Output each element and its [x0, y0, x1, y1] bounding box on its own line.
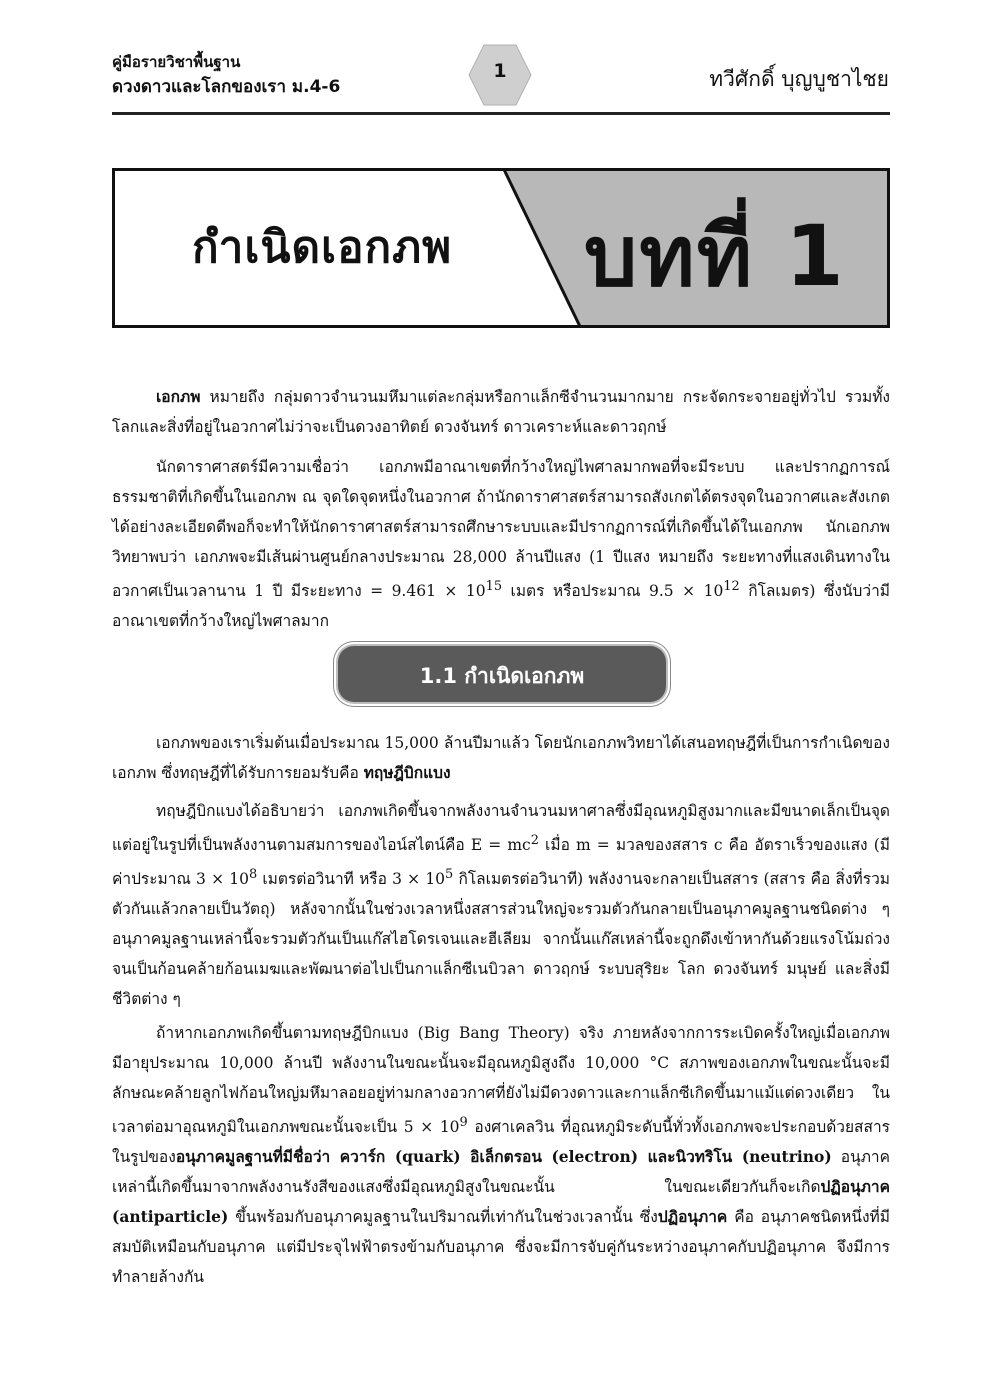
text-run: อนุภาคเหล่านี้เกิดขึ้นมาจากพลังงานรังสีของแสงซึ่งมีอุณหภูมิสูงในขณะนั้น ในขณะเดียวกันก็จะเกิด [112, 1148, 891, 1197]
book-subject-line: คู่มือรายวิชาพื้นฐาน [112, 53, 241, 71]
chapter-number: บทที่ 1 [584, 207, 846, 305]
definition-text: หมายถึง กลุ่มดาวจำนวนมหึมาแต่ละกลุ่มหรือกาแล็กซีจำนวนมากมาย กระจัดกระจายอยู่ทั่วไป รวมทั้งโลกและสิ่งที่อยู่ในอวกาศไม่ว่าจะเป็นดวงอาทิตย์ ดวงจันทร์ ดาวเคราะห์และดาวฤกษ์ [112, 388, 890, 436]
exponent: 2 [530, 833, 539, 848]
exponent: 8 [248, 867, 258, 883]
text-run: เมตร หรือประมาณ 9.5 × 10 [502, 582, 724, 601]
text-run: เมตรต่อวินาที หรือ 3 × 10 [257, 870, 446, 889]
chapter-title: กำเนิดเอกภพ [192, 222, 453, 273]
paragraph-early-universe [112, 1018, 890, 1292]
section-heading-text: 1.1 กำเนิดเอกภพ [419, 664, 585, 688]
paragraph-origin [112, 728, 890, 788]
particle-names: อนุภาคมูลฐานที่มีชื่อว่า ควาร์ก (quark) อิเล็กตรอน (electron) และนิวทริโน (neutrino) [175, 1147, 832, 1167]
antiparticle-term: ปฏิอนุภาค (antiparticle) [112, 1177, 890, 1227]
theory-name: ทฤษฎีบิกแบง [363, 763, 451, 782]
text-run: ขึ้นพร้อมกับอนุภาคมูลฐานในปริมาณที่เท่ากันในช่วงเวลานั้น ซึ่ง [228, 1208, 658, 1227]
text-run: นักดาราศาสตร์มีความเชื่อว่า เอกภพมีอาณาเขตที่กว้างใหญ่ไพศาลมากพอที่จะมีระบบ และปรากฏการณ์ธรรมชาติที่เกิดขึ้นในเอกภพ ณ จุดใดจุดหนึ่งในอวกาศ ถ้านักดาราศาสตร์สามารถสังเกตได้ตรงจุดในอวกาศและสังเกตได้อย่างละเอียดดีพอก็จะทำให้นักดาราศาสตร์สามารถศึกษาระบบและมีปรากฏการณ์ที่เกิดขึ้นได้ในเอกภพ นักเอกภพวิทยาพบว่า เอกภพจะมีเส้นผ่านศูนย์กลางประมาณ 28,000 ล้านปีแสง (1 ปีแสง หมายถึง ระยะทางที่แสงเดินทางในอวกาศเป็นเวลานาน 1 ปี มีระยะทาง = 9.461 × 10 [112, 458, 890, 601]
author-name: ทวีศักดิ์ บุญบูชาไชย [709, 67, 889, 91]
exponent: 12 [723, 579, 740, 594]
paragraph-big-bang [112, 796, 890, 1014]
exponent: 15 [485, 579, 503, 594]
text-run: องศาเคลวิน ที่อุณหภูมิระดับนี้ทั่วทั้งเอกภพจะประกอบด้วยสสารในรูปของ [112, 1118, 890, 1167]
text-run: กิโลเมตรต่อวินาที) พลังงานจะกลายเป็นสสาร (สสาร คือ สิ่งที่รวมตัวกันแล้วกลายเป็นวัตถุ) หลังจากนั้นในช่วงเวลาหนึ่งสสารส่วนใหญ่จะรวมตัวกันกลายเป็นอนุภาคมูลฐานชนิดต่าง ๆอนุภาคมูลฐานเหล่านี้จะรวมตัวกันเป็นแก๊สไฮโดรเจนและฮีเลียม จากนั้นแก๊สเหล่านี้จะถูกดึงเข้าหากันด้วยแรงโน้มถ่วงจนเป็นก้อนคล้ายก้อนเมฆและพัฒนาต่อไปเป็นกาแล็กซีเนบิวลา ดาวฤกษ์ ระบบสุริยะ โลก ดวงจันทร์ มนุษย์ และสิ่งมีชีวิตต่าง ๆ [112, 870, 891, 1009]
exponent: 5 [445, 867, 454, 883]
text-run: เอกภพของเราเริ่มต้นเมื่อประมาณ 15,000 ล้านปีมาแล้ว โดยนักเอกภพวิทยาได้เสนอทฤษฎีที่เป็นการกำเนิดของเอกภพ ซึ่งทฤษฎีที่ได้รับการยอมรับคือ [112, 734, 890, 782]
book-title-block [112, 50, 340, 100]
page-number: 1 [493, 60, 507, 82]
book-title-line: ดวงดาวและโลกของเรา ม.4-6 [112, 77, 341, 97]
text-run: กิโลเมตร) ซึ่งนับว่ามีอาณาเขตที่กว้างใหญ่ไพศาลมาก [112, 582, 891, 631]
text-run: ทฤษฎีบิกแบงได้อธิบายว่า เอกภพเกิดขึ้นจากพลังงานจำนวนมหาศาลซึ่งมีอุณหภูมิสูงมากและมีขนาดเล็กเป็นจุด แต่อยู่ในรูปที่เป็นพลังงานตามสมการของไอน์สไตน์คือ E = mc [112, 802, 890, 855]
paragraph-definition [112, 382, 890, 442]
page-number-badge [468, 44, 532, 106]
defined-term: เอกภพ [156, 387, 201, 406]
text-run: เมื่อ m = มวลของสสาร c คือ อัตราเร็วของแสง (มีค่าประมาณ 3 × 10 [112, 836, 890, 889]
section-heading [338, 646, 666, 702]
header-divider [112, 112, 890, 115]
chapter-banner [112, 168, 890, 328]
antiparticle-term: ปฏิอนุภาค [657, 1207, 728, 1227]
text-run: ถ้าหากเอกภพเกิดขึ้นตามทฤษฎีบิกแบง (Big Bang Theory) จริง ภายหลังจากการระเบิดครั้งใหญ่เมื่อเอกภพมีอายุประมาณ 10,000 ล้านปี พลังงานในขณะนั้นจะมีอุณหภูมิสูงถึง 10,000 °C สภาพของเอกภพในขณะนั้นจะมีลักษณะคล้ายลูกไฟก้อนใหญ่มหึมาลอยอยู่ท่ามกลางอวกาศที่ยังไม่มีดวงดาวและกาแล็กซีเกิดขึ้นมาแม้แต่ดวงเดียว ในเวลาต่อมาอุณหภูมิในเอกภพขณะนั้นจะเป็น 5 × 10 [112, 1024, 890, 1137]
exponent: 9 [459, 1115, 468, 1130]
paragraph-universe-size [112, 452, 890, 636]
text-run: คือ อนุภาคชนิดหนึ่งที่มีสมบัติเหมือนกับอนุภาค แต่มีประจุไฟฟ้าตรงข้ามกับอนุภาค ซึ่งจะมีการจับคู่กันระหว่างอนุภาคกับปฏิอนุภาค จึงมีการทำลายล้างกัน [112, 1208, 890, 1287]
